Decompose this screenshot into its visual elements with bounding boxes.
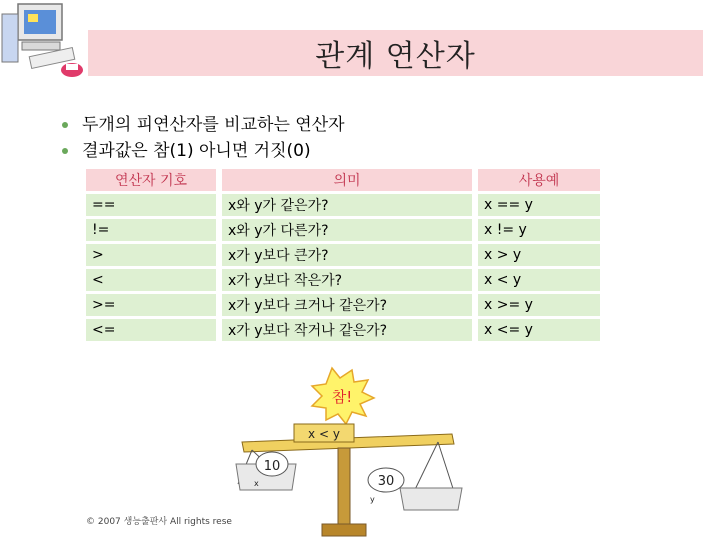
header-example: 사용예 <box>478 169 600 191</box>
cell-example: x < y <box>478 269 600 291</box>
beam-text: x < y <box>308 427 340 441</box>
cell-example: x <= y <box>478 319 600 341</box>
header-operator: 연산자 기호 <box>86 169 216 191</box>
burst-text: 참! <box>331 388 353 406</box>
left-value: 10 <box>263 459 281 474</box>
copyright-footer: © 2007 생능출판사 All rights rese <box>86 517 232 527</box>
table-header-row <box>86 169 600 191</box>
cell-meaning: x와 y가 같은가? <box>222 194 472 216</box>
bullet-item <box>62 112 345 138</box>
left-var: x <box>254 479 259 488</box>
cell-operator: < <box>86 269 216 291</box>
table-row <box>86 269 600 291</box>
bullet-dot-icon <box>62 148 68 154</box>
balance-scale-illustration <box>232 364 472 540</box>
cell-operator: != <box>86 219 216 241</box>
table-row <box>86 244 600 266</box>
bullet-list <box>62 112 345 164</box>
cell-operator: == <box>86 194 216 216</box>
bullet-item <box>62 138 345 164</box>
bullet-text: 결과값은 참(1) 아니면 거짓(0) <box>82 141 311 161</box>
cell-example: x != y <box>478 219 600 241</box>
cell-example: x >= y <box>478 294 600 316</box>
cell-operator: >= <box>86 294 216 316</box>
header-meaning: 의미 <box>222 169 472 191</box>
cell-meaning: x와 y가 다른가? <box>222 219 472 241</box>
table-row <box>86 219 600 241</box>
slide-title: 관계 연산자 <box>315 39 476 74</box>
computer-logo-icon <box>0 0 92 80</box>
operator-table <box>86 166 600 344</box>
bullet-text: 두개의 피연산자를 비교하는 연산자 <box>82 115 345 135</box>
cell-operator: > <box>86 244 216 266</box>
table-row <box>86 294 600 316</box>
cell-meaning: x가 y보다 큰가? <box>222 244 472 266</box>
cell-meaning: x가 y보다 작거나 같은가? <box>222 319 472 341</box>
cell-meaning: x가 y보다 크거나 같은가? <box>222 294 472 316</box>
cell-example: x > y <box>478 244 600 266</box>
right-var: y <box>370 495 375 504</box>
cell-operator: <= <box>86 319 216 341</box>
table-row <box>86 194 600 216</box>
cell-example: x == y <box>478 194 600 216</box>
table-row <box>86 319 600 341</box>
bullet-dot-icon <box>62 122 68 128</box>
cell-meaning: x가 y보다 작은가? <box>222 269 472 291</box>
right-value: 30 <box>377 474 395 489</box>
